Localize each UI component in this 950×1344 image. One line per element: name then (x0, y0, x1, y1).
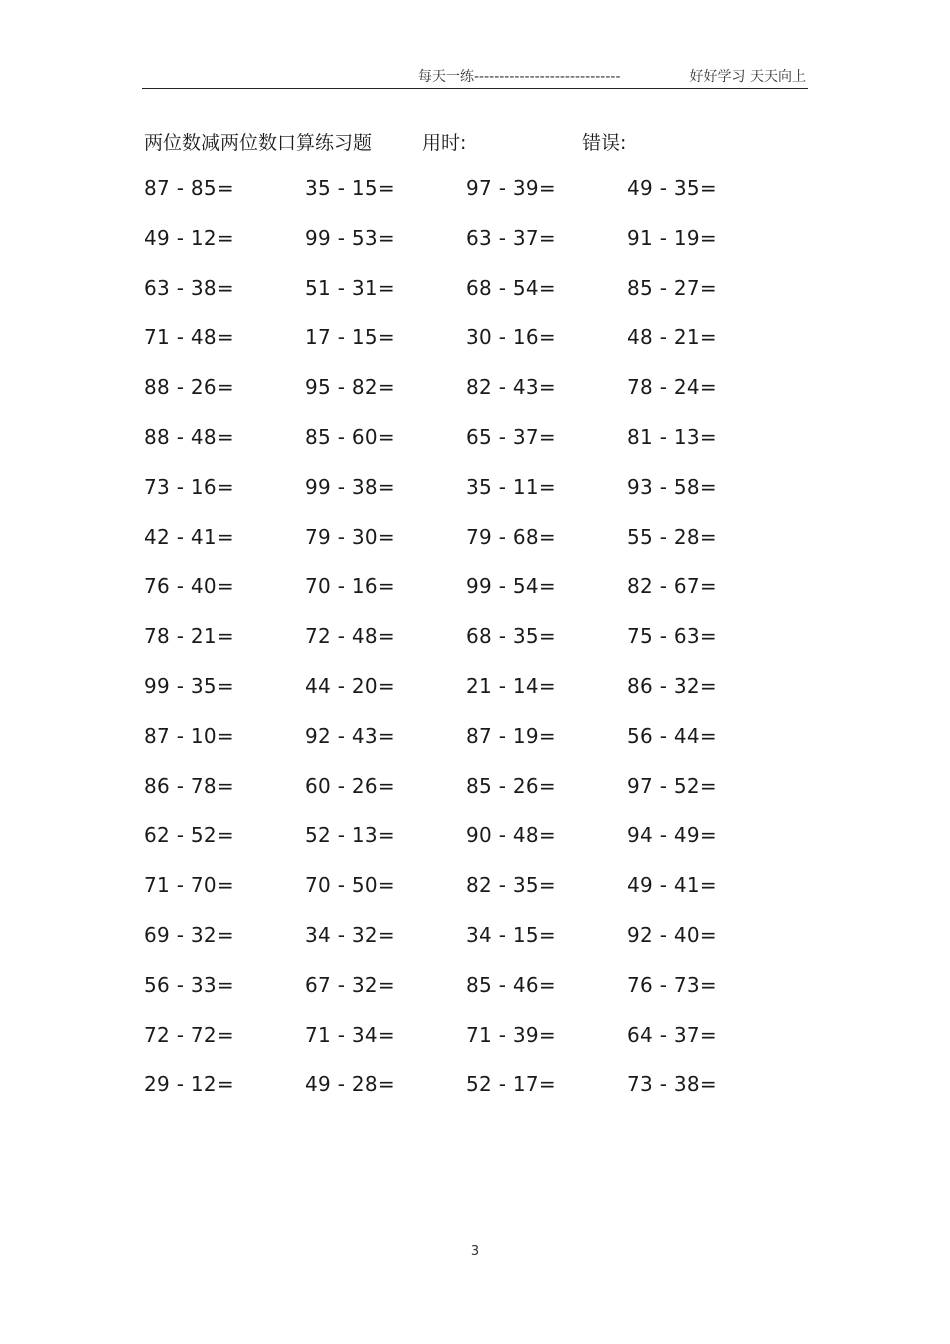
problem-item: 63 - 37= (466, 225, 556, 250)
time-label: 用时: (422, 132, 467, 154)
header-right-text: 好好学习 天天向上 (689, 69, 806, 85)
problem-row (0, 1072, 950, 1122)
worksheet-title: 两位数减两位数口算练习题 (144, 132, 373, 154)
problem-item: 68 - 35= (466, 624, 556, 649)
problem-row (0, 176, 950, 226)
problem-item: 99 - 35= (144, 673, 234, 698)
problem-item: 95 - 82= (305, 375, 395, 400)
problem-item: 76 - 40= (144, 574, 234, 599)
problem-row (0, 525, 950, 575)
problem-item: 99 - 38= (305, 474, 395, 499)
problem-item: 78 - 21= (144, 624, 234, 649)
problem-row (0, 873, 950, 923)
problem-item: 94 - 49= (627, 823, 717, 848)
problem-item: 99 - 53= (305, 225, 395, 250)
problem-item: 68 - 54= (466, 275, 556, 300)
problem-item: 87 - 10= (144, 723, 234, 748)
problem-item: 52 - 13= (305, 823, 395, 848)
problem-item: 86 - 78= (144, 773, 234, 798)
problem-item: 69 - 32= (144, 922, 234, 947)
problem-item: 34 - 32= (305, 922, 395, 947)
problem-row (0, 823, 950, 873)
problem-item: 67 - 32= (305, 972, 395, 997)
problem-item: 88 - 26= (144, 375, 234, 400)
problem-item: 49 - 35= (627, 176, 717, 200)
problem-item: 55 - 28= (627, 524, 717, 549)
problem-row (0, 276, 950, 326)
problem-item: 88 - 48= (144, 424, 234, 449)
problem-item: 72 - 48= (305, 624, 395, 649)
problem-item: 56 - 33= (144, 972, 234, 997)
problem-item: 90 - 48= (466, 823, 556, 848)
problem-item: 30 - 16= (466, 325, 556, 350)
problem-item: 17 - 15= (305, 325, 395, 350)
problem-item: 92 - 43= (305, 723, 395, 748)
problem-item: 71 - 39= (466, 1022, 556, 1047)
problem-item: 49 - 12= (144, 225, 234, 250)
problem-item: 71 - 48= (144, 325, 234, 350)
problem-item: 65 - 37= (466, 424, 556, 449)
problem-row (0, 325, 950, 375)
problem-item: 48 - 21= (627, 325, 717, 350)
problem-item: 78 - 24= (627, 375, 717, 400)
problem-row (0, 475, 950, 525)
problem-item: 81 - 13= (627, 424, 717, 449)
problem-item: 91 - 19= (627, 225, 717, 250)
problem-item: 85 - 27= (627, 275, 717, 300)
problem-item: 71 - 34= (305, 1022, 395, 1047)
problem-item: 85 - 46= (466, 972, 556, 997)
header-left-text: 每天一练----------------------------- (418, 69, 621, 85)
problem-item: 79 - 30= (305, 524, 395, 549)
problem-item: 49 - 41= (627, 873, 717, 898)
problem-row (0, 774, 950, 824)
problem-item: 60 - 26= (305, 773, 395, 798)
problem-item: 52 - 17= (466, 1072, 556, 1097)
page-number: 3 (470, 1244, 480, 1259)
problem-item: 82 - 35= (466, 873, 556, 898)
title-row (0, 128, 950, 158)
problem-item: 71 - 70= (144, 873, 234, 898)
problem-item: 87 - 85= (144, 176, 234, 200)
problem-item: 85 - 60= (305, 424, 395, 449)
problem-item: 70 - 50= (305, 873, 395, 898)
problem-item: 76 - 73= (627, 972, 717, 997)
problem-row (0, 574, 950, 624)
problem-item: 62 - 52= (144, 823, 234, 848)
problem-row (0, 425, 950, 475)
problem-item: 49 - 28= (305, 1072, 395, 1097)
problem-row (0, 973, 950, 1023)
problem-item: 35 - 11= (466, 474, 556, 499)
problem-row (0, 226, 950, 276)
problem-item: 64 - 37= (627, 1022, 717, 1047)
problem-item: 51 - 31= (305, 275, 395, 300)
problem-item: 92 - 40= (627, 922, 717, 947)
problem-row (0, 923, 950, 973)
problem-item: 97 - 39= (466, 176, 556, 200)
problem-row (0, 1023, 950, 1073)
problem-item: 21 - 14= (466, 673, 556, 698)
problem-item: 56 - 44= (627, 723, 717, 748)
problem-item: 75 - 63= (627, 624, 717, 649)
problem-row (0, 724, 950, 774)
problem-item: 86 - 32= (627, 673, 717, 698)
problem-grid (0, 176, 950, 1122)
problem-row (0, 624, 950, 674)
problem-item: 34 - 15= (466, 922, 556, 947)
problem-item: 97 - 52= (627, 773, 717, 798)
problem-item: 87 - 19= (466, 723, 556, 748)
page-header (142, 64, 808, 86)
problem-item: 99 - 54= (466, 574, 556, 599)
problem-item: 72 - 72= (144, 1022, 234, 1047)
problem-row (0, 674, 950, 724)
problem-item: 93 - 58= (627, 474, 717, 499)
problem-item: 35 - 15= (305, 176, 395, 200)
problem-item: 44 - 20= (305, 673, 395, 698)
problem-item: 42 - 41= (144, 524, 234, 549)
problem-item: 85 - 26= (466, 773, 556, 798)
problem-item: 73 - 38= (627, 1072, 717, 1097)
problem-item: 73 - 16= (144, 474, 234, 499)
problem-item: 82 - 43= (466, 375, 556, 400)
error-label: 错误: (582, 132, 627, 154)
problem-item: 82 - 67= (627, 574, 717, 599)
problem-item: 29 - 12= (144, 1072, 234, 1097)
problem-row (0, 375, 950, 425)
problem-item: 63 - 38= (144, 275, 234, 300)
header-divider (142, 88, 808, 89)
problem-item: 79 - 68= (466, 524, 556, 549)
problem-item: 70 - 16= (305, 574, 395, 599)
